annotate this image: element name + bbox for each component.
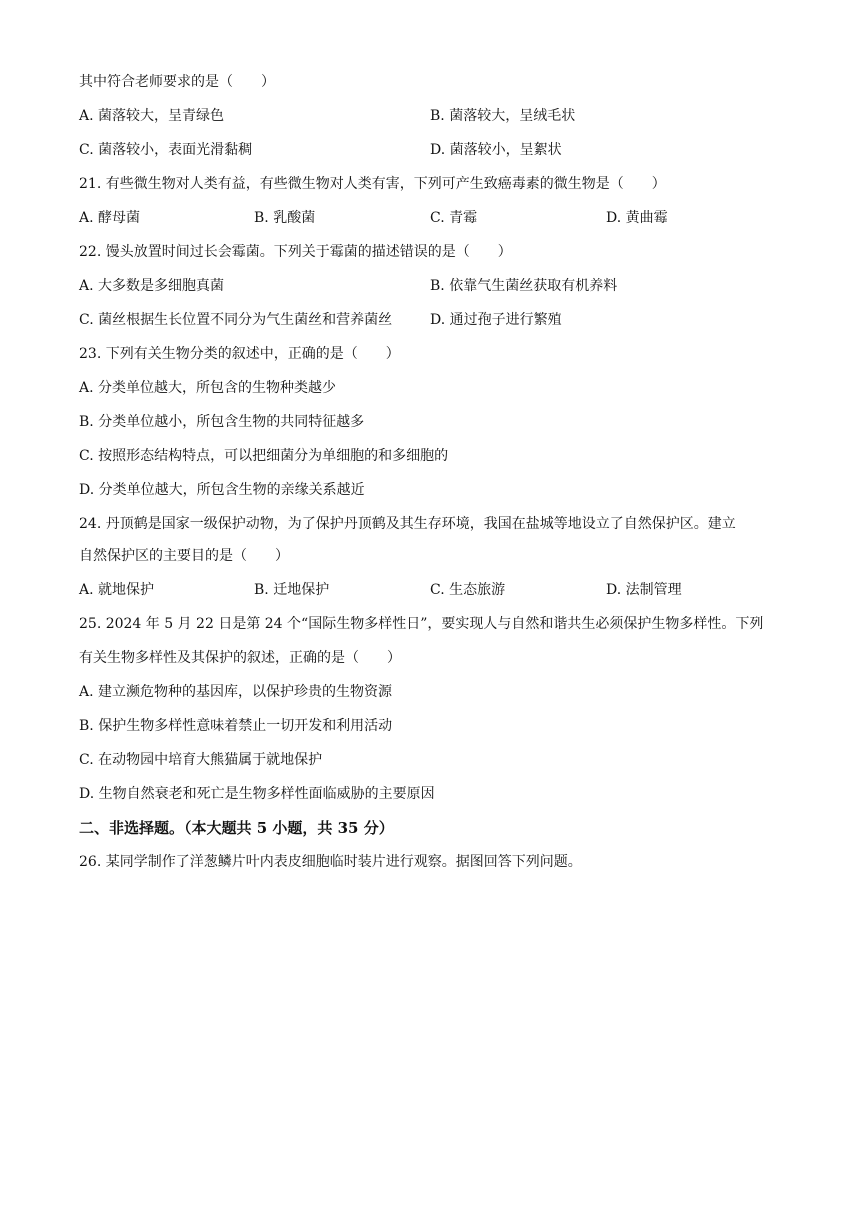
- q20-option-b: B. 菌落较大，呈绒毛状: [430, 108, 576, 124]
- q24-option-b: B. 迁地保护: [254, 582, 330, 598]
- q25-option-b: B. 保护生物多样性意味着禁止一切开发和利用活动: [79, 718, 393, 734]
- q21-option-c: C. 青霉: [430, 210, 478, 226]
- q20-option-c: C. 菌落较小，表面光滑黏稠: [79, 142, 253, 158]
- q25-option-c: C. 在动物园中培育大熊猫属于就地保护: [79, 752, 323, 768]
- q23-option-c: C. 按照形态结构特点，可以把细菌分为单细胞的和多细胞的: [79, 448, 449, 464]
- q24-option-a: A. 就地保护: [79, 582, 155, 598]
- q21-option-b: B. 乳酸菌: [254, 210, 316, 226]
- q21-option-d: D. 黄曲霉: [606, 210, 668, 226]
- q20-option-d: D. 菌落较小，呈絮状: [430, 142, 562, 158]
- q24-option-d: D. 法制管理: [606, 582, 682, 598]
- q22-option-a: A. 大多数是多细胞真菌: [79, 278, 225, 294]
- q21-stem: 21. 有些微生物对人类有益，有些微生物对人类有害，下列可产生致癌毒素的微生物是（ ）: [79, 176, 666, 192]
- q23-stem: 23. 下列有关生物分类的叙述中，正确的是（ ）: [79, 346, 400, 362]
- q20-option-a: A. 菌落较大，呈青绿色: [79, 108, 225, 124]
- q22-stem: 22. 馒头放置时间过长会霉菌。下列关于霉菌的描述错误的是（ ）: [79, 244, 512, 260]
- q22-option-d: D. 通过孢子进行繁殖: [430, 312, 562, 328]
- q24-stem-line2: 自然保护区的主要目的是（ ）: [79, 548, 289, 564]
- q25-option-d: D. 生物自然衰老和死亡是生物多样性面临威胁的主要原因: [79, 786, 435, 802]
- q23-option-b: B. 分类单位越小，所包含生物的共同特征越多: [79, 414, 365, 430]
- q25-stem-line1: 25. 2024 年 5 月 22 日是第 24 个“国际生物多样性日”，要实现人与自然和谐共生必须保护生物多样性。下列: [79, 616, 764, 632]
- q20-stem-tail: 其中符合老师要求的是（ ）: [79, 74, 275, 90]
- q24-stem-line1: 24. 丹顶鹤是国家一级保护动物，为了保护丹顶鹤及其生存环境，我国在盐城等地设立了自然保护区。建立: [79, 516, 736, 532]
- q22-option-b: B. 依靠气生菌丝获取有机养料: [430, 278, 618, 294]
- section-heading: 二、非选择题。（本大题共 5 小题，共 35 分）: [79, 819, 394, 837]
- q26-stem: 26. 某同学制作了洋葱鳞片叶内表皮细胞临时装片进行观察。据图回答下列问题。: [79, 854, 582, 870]
- q23-option-d: D. 分类单位越大，所包含生物的亲缘关系越近: [79, 482, 365, 498]
- q21-option-a: A. 酵母菌: [79, 210, 141, 226]
- q24-option-c: C. 生态旅游: [430, 582, 506, 598]
- q25-option-a: A. 建立濒危物种的基因库，以保护珍贵的生物资源: [79, 684, 393, 700]
- q25-stem-line2: 有关生物多样性及其保护的叙述，正确的是（ ）: [79, 650, 401, 666]
- q22-option-c: C. 菌丝根据生长位置不同分为气生菌丝和营养菌丝: [79, 312, 393, 328]
- q23-option-a: A. 分类单位越大，所包含的生物种类越少: [79, 380, 337, 396]
